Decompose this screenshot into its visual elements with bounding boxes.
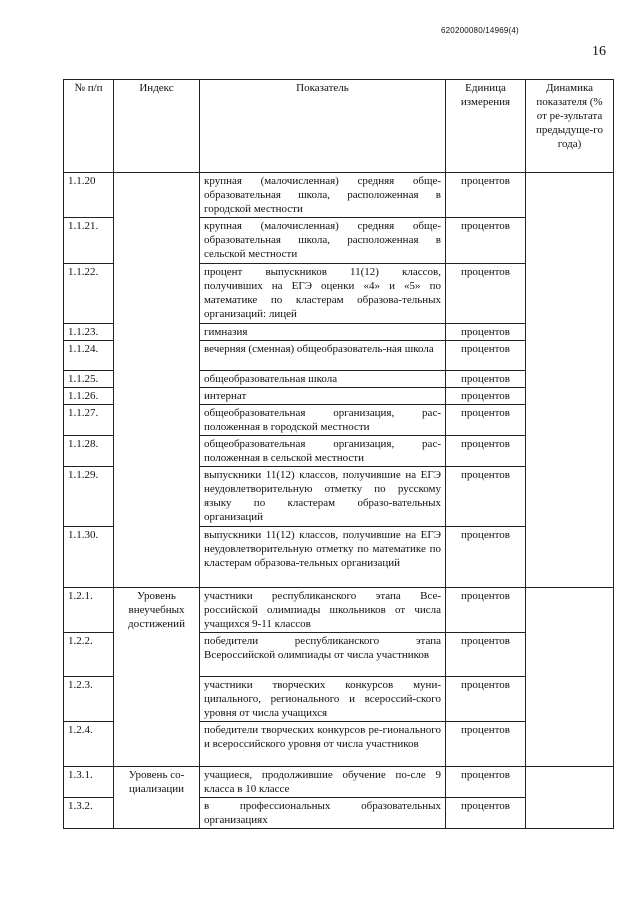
row-number: 1.2.1. (64, 588, 114, 633)
unit-cell: процентов (446, 527, 526, 588)
unit-cell: процентов (446, 633, 526, 677)
indicator-text: участники творческих конкурсов муни-ципального, регионального и всероссий-ского уровня от числа учащихся (200, 677, 446, 722)
unit-cell: процентов (446, 722, 526, 767)
table-header-row (64, 80, 614, 173)
dynamics-cell (526, 173, 614, 588)
indicator-text: крупная (малочисленная) средняя обще-образовательная школа, расположенная в сельской местности (200, 218, 446, 264)
row-number: 1.1.30. (64, 527, 114, 588)
index-cell (114, 173, 200, 588)
header-num: № п/п (64, 80, 114, 173)
table-row (64, 767, 614, 798)
indicator-text: учащиеся, продолжившие обучение по-сле 9 класса в 10 классе (200, 767, 446, 798)
row-number: 1.1.23. (64, 324, 114, 341)
indicator-text: выпускники 11(12) классов, получившие на ЕГЭ неудовлетворительную отметку по математике по кластерам образова-тельных организаций (200, 527, 446, 588)
dynamics-cell (526, 588, 614, 767)
unit-cell: процентов (446, 588, 526, 633)
document-code: 620200080/14969(4) (441, 26, 519, 35)
unit-cell: процентов (446, 677, 526, 722)
unit-cell: процентов (446, 324, 526, 341)
index-cell: Уровень со-циализации (114, 767, 200, 829)
unit-cell: процентов (446, 218, 526, 264)
indicator-text: в профессиональных образовательных организациях (200, 798, 446, 829)
row-number: 1.1.22. (64, 264, 114, 324)
row-number: 1.1.20 (64, 173, 114, 218)
header-index: Индекс (114, 80, 200, 173)
header-indicator: Показатель (200, 80, 446, 173)
indicator-text: гимназия (200, 324, 446, 341)
unit-cell: процентов (446, 467, 526, 527)
header-unit: Единица измерения (446, 80, 526, 173)
indicator-text: процент выпускников 11(12) классов, получивших на ЕГЭ оценки «4» и «5» по математике по кластерам образова-тельных организаций: лицей (200, 264, 446, 324)
indicator-text: общеобразовательная организация, рас-положенная в сельской местности (200, 436, 446, 467)
header-dynamics: Динамика показателя (% от ре-зультата предыдуще-го года) (526, 80, 614, 173)
indicator-text: участники республиканского этапа Все-российской олимпиады школьников от числа учащихся 9-11 классов (200, 588, 446, 633)
unit-cell: процентов (446, 341, 526, 371)
unit-cell: процентов (446, 405, 526, 436)
row-number: 1.1.28. (64, 436, 114, 467)
indicator-text: выпускники 11(12) классов, получившие на ЕГЭ неудовлетворительную отметку по русскому языку по кластерам образо-вательных организаций (200, 467, 446, 527)
unit-cell: процентов (446, 371, 526, 388)
row-number: 1.2.3. (64, 677, 114, 722)
indicator-text: интернат (200, 388, 446, 405)
unit-cell: процентов (446, 436, 526, 467)
row-number: 1.3.2. (64, 798, 114, 829)
indicator-text: общеобразовательная организация, рас-положенная в городской местности (200, 405, 446, 436)
indicator-text: победители творческих конкурсов ре-гионального и всероссийского уровня от числа участников (200, 722, 446, 767)
row-number: 1.2.4. (64, 722, 114, 767)
index-cell: Уровень внеучебных достижений (114, 588, 200, 767)
indicator-text: общеобразовательная школа (200, 371, 446, 388)
row-number: 1.1.25. (64, 371, 114, 388)
page-number: 16 (592, 44, 606, 59)
dynamics-cell (526, 767, 614, 829)
row-number: 1.2.2. (64, 633, 114, 677)
unit-cell: процентов (446, 798, 526, 829)
row-number: 1.1.29. (64, 467, 114, 527)
unit-cell: процентов (446, 173, 526, 218)
indicator-text: победители республиканского этапа Всероссийской олимпиады от числа участников (200, 633, 446, 677)
row-number: 1.1.24. (64, 341, 114, 371)
indicator-text: вечерняя (сменная) общеобразователь-ная школа (200, 341, 446, 371)
row-number: 1.3.1. (64, 767, 114, 798)
unit-cell: процентов (446, 767, 526, 798)
row-number: 1.1.21. (64, 218, 114, 264)
table-row (64, 173, 614, 218)
indicator-text: крупная (малочисленная) средняя обще-образовательная школа, расположенная в городской местности (200, 173, 446, 218)
row-number: 1.1.26. (64, 388, 114, 405)
unit-cell: процентов (446, 388, 526, 405)
unit-cell: процентов (446, 264, 526, 324)
table-row (64, 588, 614, 633)
indicators-table (63, 79, 614, 829)
row-number: 1.1.27. (64, 405, 114, 436)
